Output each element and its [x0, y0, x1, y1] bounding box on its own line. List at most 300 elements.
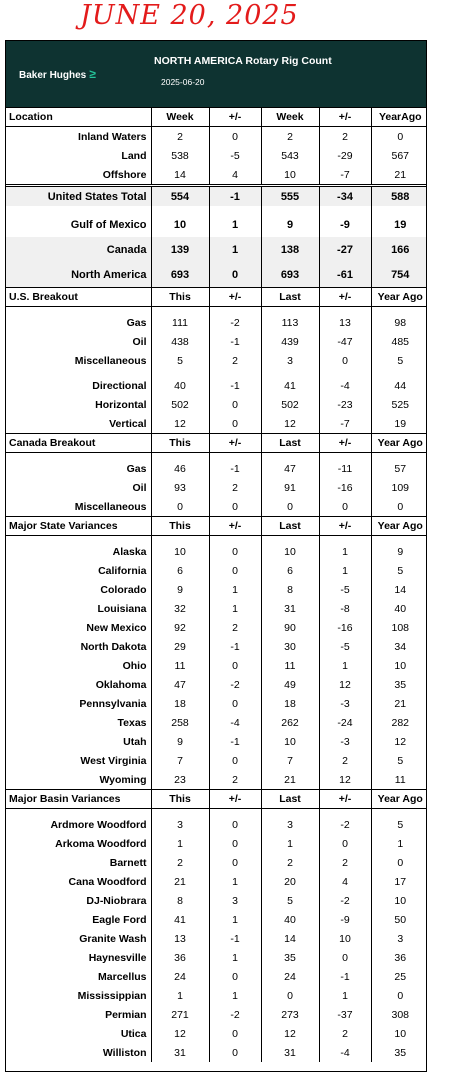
- value-cell: 1: [319, 986, 371, 1005]
- value-cell: 0: [319, 948, 371, 967]
- value-cell: 9: [151, 580, 209, 599]
- value-cell: 5: [371, 351, 427, 370]
- value-cell: 2: [319, 853, 371, 872]
- column-header: +/-: [209, 790, 261, 809]
- value-cell: 12: [151, 414, 209, 434]
- row-label: Granite Wash: [79, 932, 147, 945]
- value-cell: -2: [319, 815, 371, 834]
- value-cell: 21: [371, 694, 427, 713]
- value-cell: 98: [371, 313, 427, 332]
- table-row-williston: [6, 1043, 427, 1062]
- value-cell: 7: [261, 751, 319, 770]
- column-header: Year Ago: [371, 434, 427, 453]
- value-cell: 1: [209, 212, 261, 237]
- table-row-utah: [6, 732, 427, 751]
- value-cell: -47: [319, 332, 371, 351]
- row-label: Horizontal: [95, 398, 147, 411]
- value-cell: -2: [209, 1005, 261, 1024]
- value-cell: 12: [371, 732, 427, 751]
- table-row-pennsylvania: [6, 694, 427, 713]
- value-cell: 50: [371, 910, 427, 929]
- value-cell: -1: [209, 459, 261, 478]
- table-row-eagle-ford: [6, 910, 427, 929]
- value-cell: 1: [319, 542, 371, 561]
- row-label: Marcellus: [98, 970, 147, 983]
- row-label: Miscellaneous: [74, 500, 147, 513]
- value-cell: 271: [151, 1005, 209, 1024]
- table-row-utica: [6, 1024, 427, 1043]
- column-header: +/-: [209, 108, 261, 127]
- value-cell: 0: [371, 127, 427, 147]
- value-cell: 20: [261, 872, 319, 891]
- section-title: Canada Breakout: [6, 434, 151, 453]
- table-row-wyoming: [6, 770, 427, 790]
- value-cell: 21: [261, 770, 319, 790]
- value-cell: 113: [261, 313, 319, 332]
- value-cell: 0: [209, 815, 261, 834]
- section-title: Major State Variances: [6, 517, 151, 536]
- value-cell: 1: [209, 237, 261, 262]
- row-label: New Mexico: [86, 621, 147, 634]
- table-row-haynesville: [6, 948, 427, 967]
- row-label: Colorado: [100, 583, 147, 596]
- value-cell: 0: [319, 497, 371, 517]
- value-cell: 0: [371, 986, 427, 1005]
- value-cell: 1: [209, 580, 261, 599]
- value-cell: 567: [371, 146, 427, 165]
- section-header-major-basin-variances: [6, 790, 427, 809]
- value-cell: 2: [261, 853, 319, 872]
- table-row-gas: [6, 459, 427, 478]
- value-cell: 555: [261, 186, 319, 207]
- value-cell: 282: [371, 713, 427, 732]
- value-cell: 1: [209, 986, 261, 1005]
- value-cell: 2: [319, 1024, 371, 1043]
- table-row-west-virginia: [6, 751, 427, 770]
- value-cell: 10: [371, 891, 427, 910]
- row-label: Gulf of Mexico: [70, 218, 147, 231]
- value-cell: 1: [261, 834, 319, 853]
- value-cell: 0: [209, 694, 261, 713]
- value-cell: -5: [209, 146, 261, 165]
- row-label: Eagle Ford: [92, 913, 147, 926]
- value-cell: -1: [209, 332, 261, 351]
- value-cell: 40: [151, 376, 209, 395]
- value-cell: 1: [209, 948, 261, 967]
- table-row-oil: [6, 478, 427, 497]
- row-label: Ardmore Woodford: [50, 818, 147, 831]
- table-row-ohio: [6, 656, 427, 675]
- value-cell: 111: [151, 313, 209, 332]
- row-label: California: [98, 564, 147, 577]
- table-row-gas: [6, 313, 427, 332]
- table-row-oklahoma: [6, 675, 427, 694]
- row-label: North America: [6, 262, 151, 288]
- table-row-marcellus: [6, 967, 427, 986]
- value-cell: 10: [261, 165, 319, 186]
- table-row-oil: [6, 332, 427, 351]
- row-label: Vertical: [109, 417, 147, 430]
- value-cell: 0: [209, 262, 261, 288]
- value-cell: 1: [209, 910, 261, 929]
- table-row-north-america: [6, 262, 427, 288]
- value-cell: 693: [151, 262, 209, 288]
- value-cell: 2: [151, 127, 209, 147]
- table-row-texas: [6, 713, 427, 732]
- section-header-major-state-variances: [6, 517, 427, 536]
- baker-hughes-logo: Baker Hughes ≥: [19, 67, 96, 81]
- row-label: Haynesville: [88, 951, 147, 964]
- value-cell: 3: [261, 815, 319, 834]
- value-cell: 273: [261, 1005, 319, 1024]
- value-cell: 10: [151, 212, 209, 237]
- value-cell: 502: [261, 395, 319, 414]
- value-cell: 6: [261, 561, 319, 580]
- row-label: Gas: [126, 462, 147, 475]
- value-cell: 44: [371, 376, 427, 395]
- column-header: Year Ago: [371, 790, 427, 809]
- value-cell: -16: [319, 478, 371, 497]
- value-cell: -1: [209, 376, 261, 395]
- row-label: DJ-Niobrara: [86, 894, 147, 907]
- row-label: Ohio: [122, 659, 147, 672]
- table-row-directional: [6, 376, 427, 395]
- table-row-ardmore-woodford: [6, 815, 427, 834]
- value-cell: 29: [151, 637, 209, 656]
- value-cell: 35: [371, 1043, 427, 1062]
- value-cell: 0: [209, 542, 261, 561]
- table-row-gulf-of-mexico: [6, 212, 427, 237]
- value-cell: 9: [371, 542, 427, 561]
- column-header: +/-: [319, 288, 371, 307]
- table-row-miscellaneous: [6, 497, 427, 517]
- value-cell: 19: [371, 212, 427, 237]
- value-cell: 5: [371, 815, 427, 834]
- table-row-permian: [6, 1005, 427, 1024]
- column-header: Last: [261, 790, 319, 809]
- value-cell: 10: [151, 542, 209, 561]
- value-cell: 90: [261, 618, 319, 637]
- value-cell: 18: [261, 694, 319, 713]
- row-label: Gas: [126, 316, 147, 329]
- column-header: Last: [261, 517, 319, 536]
- value-cell: 0: [209, 751, 261, 770]
- value-cell: 1: [209, 599, 261, 618]
- value-cell: 485: [371, 332, 427, 351]
- value-cell: -2: [319, 891, 371, 910]
- table-row-alaska: [6, 542, 427, 561]
- value-cell: 40: [371, 599, 427, 618]
- value-cell: 3: [151, 815, 209, 834]
- value-cell: 2: [209, 618, 261, 637]
- value-cell: 0: [261, 986, 319, 1005]
- value-cell: 17: [371, 872, 427, 891]
- value-cell: 23: [151, 770, 209, 790]
- value-cell: -3: [319, 732, 371, 751]
- row-label: Cana Woodford: [68, 875, 147, 888]
- table-row-vertical: [6, 414, 427, 434]
- value-cell: -16: [319, 618, 371, 637]
- row-label: Oil: [132, 335, 147, 348]
- value-cell: 5: [371, 561, 427, 580]
- row-label: Mississippian: [77, 989, 147, 1002]
- value-cell: 754: [371, 262, 427, 288]
- column-header: YearAgo: [371, 108, 427, 127]
- value-cell: 108: [371, 618, 427, 637]
- value-cell: 18: [151, 694, 209, 713]
- value-cell: -1: [209, 637, 261, 656]
- value-cell: 0: [209, 834, 261, 853]
- row-label: Texas: [117, 716, 147, 729]
- row-label: North Dakota: [80, 640, 147, 653]
- value-cell: 3: [261, 351, 319, 370]
- value-cell: 10: [261, 732, 319, 751]
- value-cell: 11: [371, 770, 427, 790]
- table-row-north-dakota: [6, 637, 427, 656]
- row-label: Canada: [6, 237, 151, 262]
- value-cell: 1: [209, 872, 261, 891]
- value-cell: 438: [151, 332, 209, 351]
- value-cell: -4: [319, 1043, 371, 1062]
- value-cell: 34: [371, 637, 427, 656]
- value-cell: 12: [319, 770, 371, 790]
- value-cell: -24: [319, 713, 371, 732]
- table-row-offshore: [6, 165, 427, 186]
- value-cell: 41: [261, 376, 319, 395]
- column-header: Year Ago: [371, 517, 427, 536]
- value-cell: 5: [261, 891, 319, 910]
- value-cell: -61: [319, 262, 371, 288]
- value-cell: 12: [319, 675, 371, 694]
- value-cell: 19: [371, 414, 427, 434]
- value-cell: -2: [209, 313, 261, 332]
- value-cell: 49: [261, 675, 319, 694]
- value-cell: 12: [261, 414, 319, 434]
- value-cell: 25: [371, 967, 427, 986]
- rig-count-sheet: [5, 40, 427, 1072]
- value-cell: 11: [151, 656, 209, 675]
- column-header: This: [151, 288, 209, 307]
- value-cell: -2: [209, 675, 261, 694]
- value-cell: 36: [151, 948, 209, 967]
- value-cell: 5: [371, 751, 427, 770]
- value-cell: 543: [261, 146, 319, 165]
- table-row-california: [6, 561, 427, 580]
- value-cell: -34: [319, 186, 371, 207]
- column-header: Year Ago: [371, 288, 427, 307]
- value-cell: 35: [371, 675, 427, 694]
- value-cell: 1: [151, 986, 209, 1005]
- value-cell: 0: [209, 127, 261, 147]
- column-header: +/-: [209, 517, 261, 536]
- value-cell: 0: [209, 395, 261, 414]
- section-title: Major Basin Variances: [6, 790, 151, 809]
- rig-count-table: [6, 107, 427, 1062]
- table-row-mississippian: [6, 986, 427, 1005]
- row-label: Wyoming: [99, 773, 147, 786]
- section-title: U.S. Breakout: [6, 288, 151, 307]
- row-label: Utica: [120, 1027, 147, 1040]
- value-cell: 0: [209, 414, 261, 434]
- value-cell: -4: [319, 376, 371, 395]
- table-row-granite-wash: [6, 929, 427, 948]
- row-label: Louisiana: [97, 602, 147, 615]
- value-cell: -1: [319, 967, 371, 986]
- value-cell: -1: [209, 732, 261, 751]
- report-date: 2025-06-20: [161, 77, 205, 87]
- value-cell: 0: [209, 853, 261, 872]
- value-cell: 0: [371, 497, 427, 517]
- value-cell: 36: [371, 948, 427, 967]
- value-cell: -7: [319, 165, 371, 186]
- value-cell: -9: [319, 212, 371, 237]
- value-cell: 8: [261, 580, 319, 599]
- value-cell: 32: [151, 599, 209, 618]
- value-cell: 0: [319, 834, 371, 853]
- row-label: Oil: [132, 481, 147, 494]
- value-cell: 47: [151, 675, 209, 694]
- table-row-dj-niobrara: [6, 891, 427, 910]
- row-label: Offshore: [6, 165, 151, 186]
- value-cell: 13: [151, 929, 209, 948]
- value-cell: 47: [261, 459, 319, 478]
- value-cell: -11: [319, 459, 371, 478]
- value-cell: 2: [151, 853, 209, 872]
- section-title: Location: [6, 108, 151, 127]
- value-cell: 10: [371, 656, 427, 675]
- value-cell: 21: [371, 165, 427, 186]
- table-row-new-mexico: [6, 618, 427, 637]
- row-label: Pennsylvania: [79, 697, 147, 710]
- table-row-arkoma-woodford: [6, 834, 427, 853]
- value-cell: -27: [319, 237, 371, 262]
- value-cell: 92: [151, 618, 209, 637]
- value-cell: 91: [261, 478, 319, 497]
- column-header: Last: [261, 434, 319, 453]
- value-cell: 31: [261, 599, 319, 618]
- value-cell: 93: [151, 478, 209, 497]
- value-cell: 14: [371, 580, 427, 599]
- value-cell: 57: [371, 459, 427, 478]
- value-cell: 40: [261, 910, 319, 929]
- column-header: +/-: [319, 108, 371, 127]
- value-cell: 9: [261, 212, 319, 237]
- value-cell: -5: [319, 637, 371, 656]
- value-cell: -37: [319, 1005, 371, 1024]
- value-cell: 0: [209, 1043, 261, 1062]
- value-cell: -5: [319, 580, 371, 599]
- value-cell: 1: [151, 834, 209, 853]
- column-header: Week: [151, 108, 209, 127]
- value-cell: 6: [151, 561, 209, 580]
- row-label: West Virginia: [80, 754, 147, 767]
- value-cell: 8: [151, 891, 209, 910]
- value-cell: 0: [209, 656, 261, 675]
- value-cell: 2: [319, 127, 371, 147]
- value-cell: 24: [261, 967, 319, 986]
- value-cell: 7: [151, 751, 209, 770]
- row-label: Williston: [102, 1046, 147, 1059]
- table-row-canada: [6, 237, 427, 262]
- value-cell: 2: [319, 751, 371, 770]
- column-header: +/-: [209, 434, 261, 453]
- value-cell: 1: [371, 834, 427, 853]
- value-cell: 0: [319, 351, 371, 370]
- value-cell: -8: [319, 599, 371, 618]
- table-row-colorado: [6, 580, 427, 599]
- value-cell: 262: [261, 713, 319, 732]
- value-cell: 525: [371, 395, 427, 414]
- value-cell: 109: [371, 478, 427, 497]
- handwritten-date-note: JUNE 20, 2025: [80, 0, 299, 31]
- value-cell: 12: [261, 1024, 319, 1043]
- value-cell: 0: [209, 1024, 261, 1043]
- table-row-cana-woodford: [6, 872, 427, 891]
- value-cell: 4: [209, 165, 261, 186]
- value-cell: 693: [261, 262, 319, 288]
- value-cell: 41: [151, 910, 209, 929]
- value-cell: 24: [151, 967, 209, 986]
- column-header: This: [151, 434, 209, 453]
- value-cell: -23: [319, 395, 371, 414]
- column-header: +/-: [319, 517, 371, 536]
- value-cell: -1: [209, 186, 261, 207]
- value-cell: 2: [209, 770, 261, 790]
- value-cell: 308: [371, 1005, 427, 1024]
- value-cell: 10: [371, 1024, 427, 1043]
- value-cell: 538: [151, 146, 209, 165]
- column-header: +/-: [319, 790, 371, 809]
- value-cell: 31: [261, 1043, 319, 1062]
- column-header: This: [151, 790, 209, 809]
- value-cell: 258: [151, 713, 209, 732]
- column-header: This: [151, 517, 209, 536]
- value-cell: 10: [261, 542, 319, 561]
- row-label: Alaska: [112, 545, 147, 558]
- table-row-barnett: [6, 853, 427, 872]
- value-cell: 5: [151, 351, 209, 370]
- value-cell: 13: [319, 313, 371, 332]
- value-cell: 502: [151, 395, 209, 414]
- value-cell: -4: [209, 713, 261, 732]
- value-cell: 1: [319, 656, 371, 675]
- table-row-horizontal: [6, 395, 427, 414]
- value-cell: 31: [151, 1043, 209, 1062]
- value-cell: -9: [319, 910, 371, 929]
- value-cell: 2: [209, 478, 261, 497]
- section-header-canada-breakout: [6, 434, 427, 453]
- value-cell: 35: [261, 948, 319, 967]
- row-label: Barnett: [109, 856, 147, 869]
- row-label: Arkoma Woodford: [55, 837, 147, 850]
- value-cell: 14: [261, 929, 319, 948]
- row-label: Permian: [105, 1008, 147, 1021]
- table-row-inland-waters: [6, 127, 427, 147]
- value-cell: 14: [151, 165, 209, 186]
- row-label: Oklahoma: [95, 678, 147, 691]
- report-header: [6, 41, 426, 107]
- row-label: Directional: [92, 379, 147, 392]
- value-cell: 9: [151, 732, 209, 751]
- table-row-louisiana: [6, 599, 427, 618]
- value-cell: 166: [371, 237, 427, 262]
- value-cell: 3: [209, 891, 261, 910]
- value-cell: 0: [371, 853, 427, 872]
- value-cell: -7: [319, 414, 371, 434]
- value-cell: 30: [261, 637, 319, 656]
- column-header: Last: [261, 288, 319, 307]
- value-cell: 10: [319, 929, 371, 948]
